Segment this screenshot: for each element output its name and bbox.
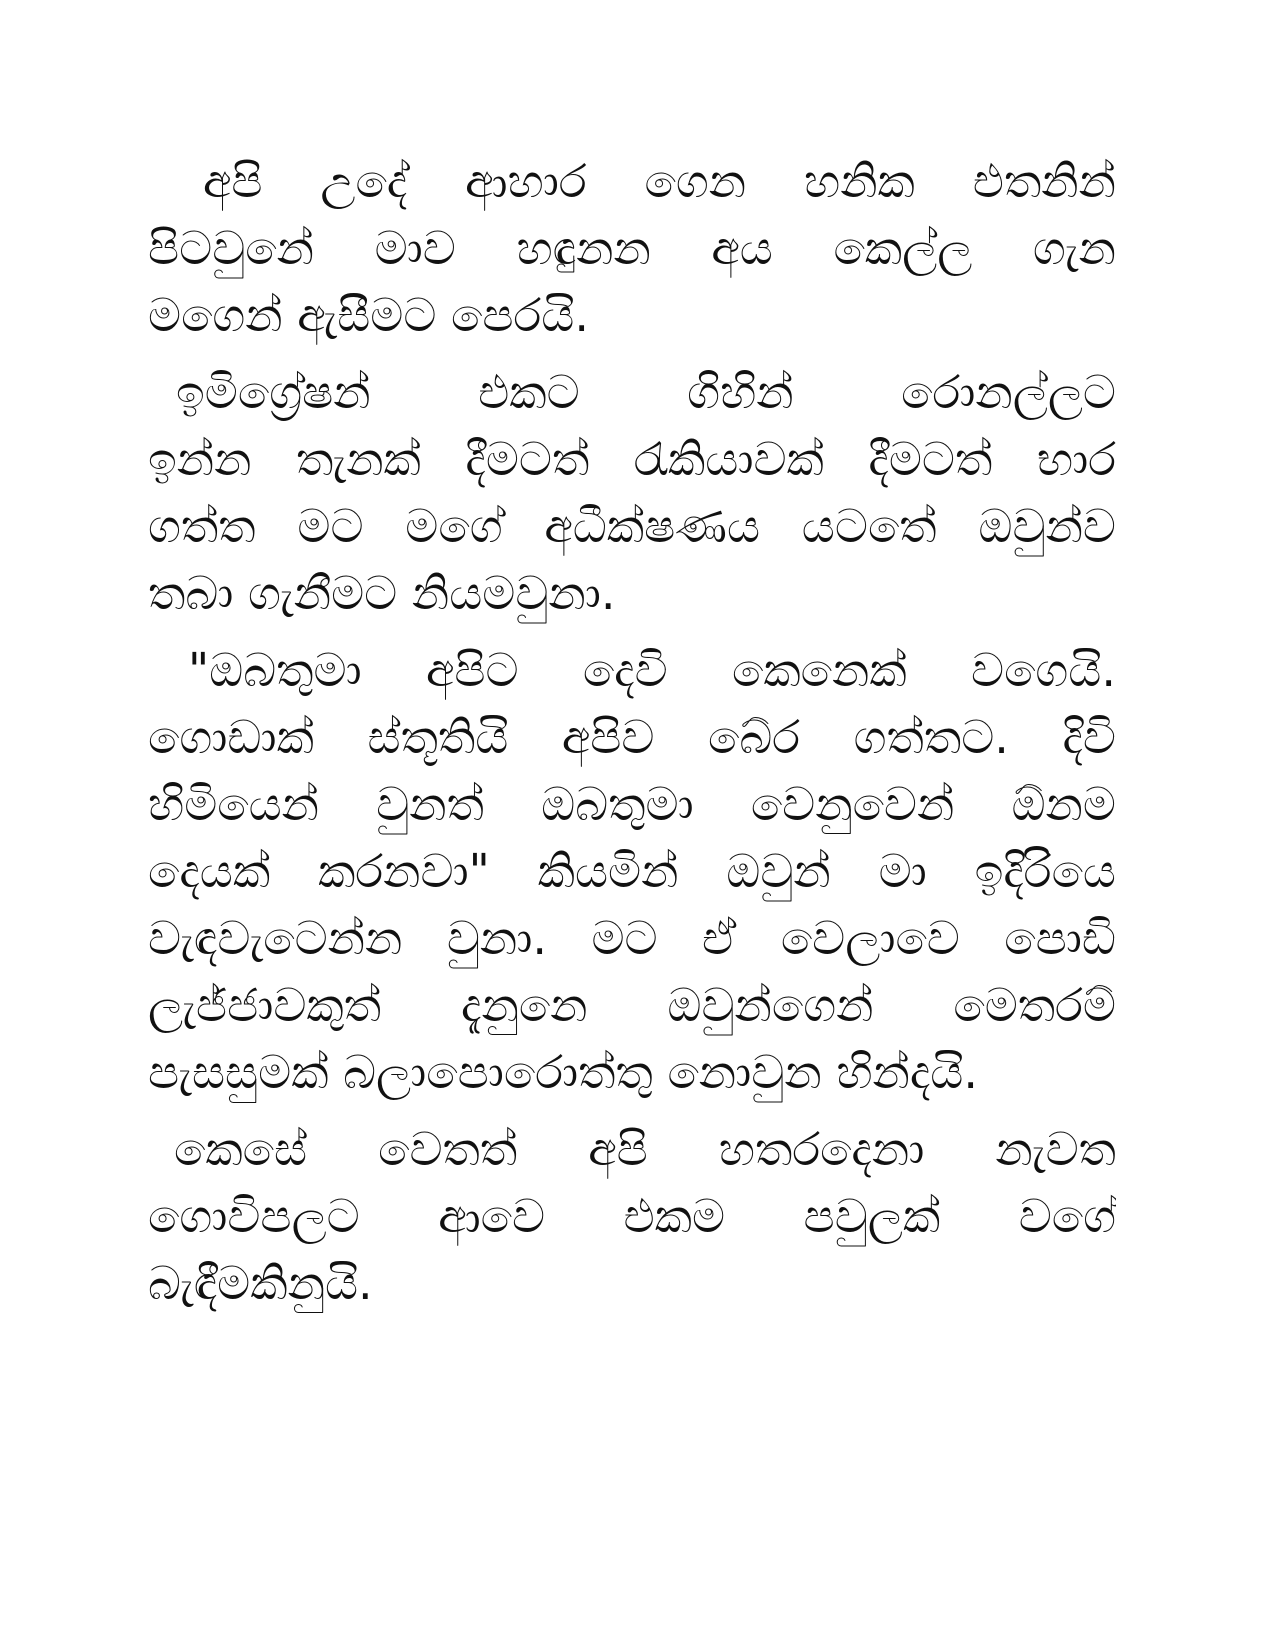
text-line: අපි උදේ ආහාර ගෙන හනික එතනින් bbox=[203, 154, 1116, 208]
text-line: ගොවිපලට ආවෙ එකම පවුලක් වගේ bbox=[148, 1189, 1116, 1243]
body-text bbox=[148, 148, 1116, 1327]
text-line: දෙයක් කරනවා" කියමින් ඔවුන් මා ඉදිරියෙ bbox=[148, 844, 1116, 898]
text-line: ඉමිග්‍රේෂන් එකට ගිහින් රොනල්ලට bbox=[176, 365, 1116, 419]
text-line: පිටවුනේ මාව හඳුනන අය කෙල්ල ගැන bbox=[148, 221, 1116, 275]
text-line: පැසසුමක් බලාපොරොත්තු නොවුන හින්දයි. bbox=[148, 1045, 979, 1099]
text-line: ගොඩාක් ස්තූතියි අපිව බේර ගත්තට. දිවි bbox=[148, 710, 1116, 764]
text-line: "ඔබතුමා අපිට දෙවි කෙනෙක් වගෙයි. bbox=[188, 643, 1116, 697]
text-line: කෙසේ වෙතත් අපි හතරදෙනා නැවත bbox=[174, 1122, 1116, 1176]
text-line: ඉන්න තැනක් දීමටත් රැකියාවක් දීමටත් භාර bbox=[148, 432, 1116, 486]
text-line: බැඳීමකිනුයි. bbox=[148, 1256, 373, 1310]
paragraph-1 bbox=[148, 148, 1116, 349]
text-line: වැඳවැටෙන්න වුනා. මට ඒ වෙලාවෙ පොඩි bbox=[148, 911, 1116, 965]
paragraph-3 bbox=[148, 637, 1116, 1106]
paragraph-2 bbox=[148, 359, 1116, 627]
paragraph-4 bbox=[148, 1116, 1116, 1317]
text-line: මගෙන් ඇසීමට පෙරයි. bbox=[148, 288, 589, 342]
text-line: ලැජ්ජාවකුත් දැනුනෙ ඔවුන්ගෙන් මෙතරම් bbox=[148, 978, 1116, 1032]
text-line: තබා ගැනීමට නියමවුනා. bbox=[148, 566, 616, 620]
text-line: හිමියෙන් වුනත් ඔබතුමා වෙනුවෙන් ඕනම bbox=[148, 777, 1116, 831]
text-line: ගත්ත මට මගේ අධීක්ෂණය යටතේ ඔවුන්ව bbox=[148, 499, 1116, 553]
